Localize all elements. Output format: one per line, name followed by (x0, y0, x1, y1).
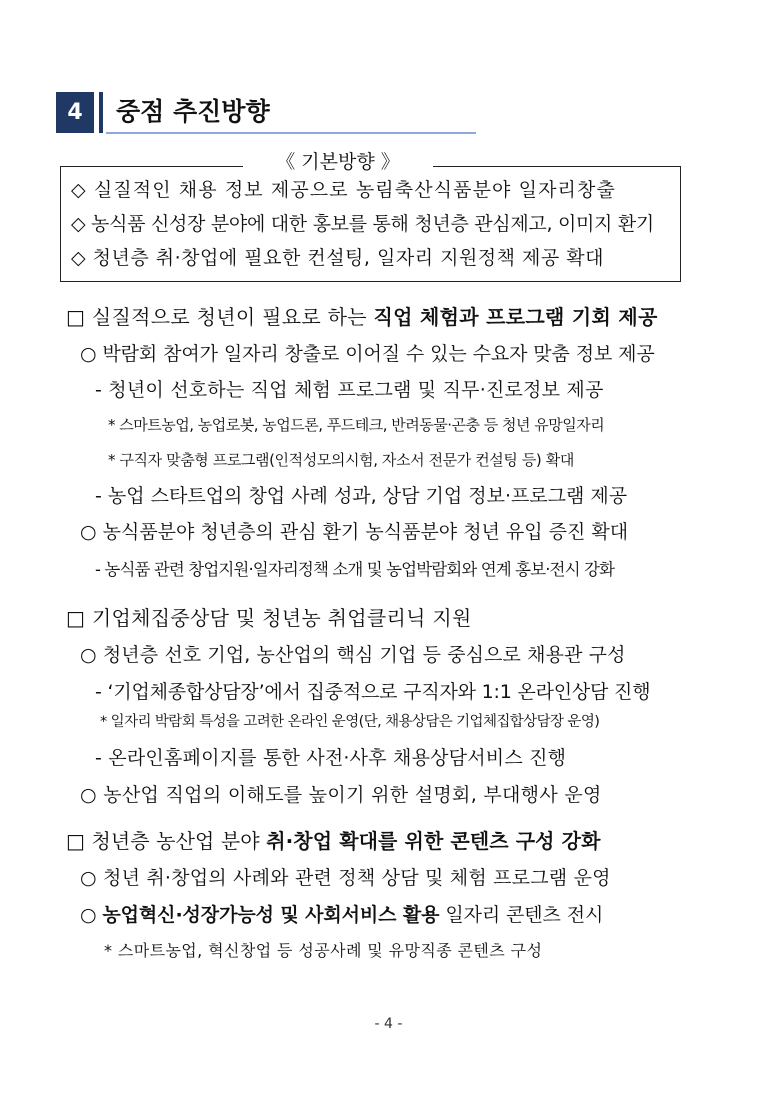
list-item: ○ 청년층 선호 기업, 농산업의 핵심 기업 등 중심으로 채용관 구성 (80, 644, 626, 666)
section-header (56, 92, 476, 133)
heading-text: □ 실질적으로 청년이 필요로 하는 (66, 305, 374, 329)
note-item: * 스마트농업, 농업로봇, 농업드론, 푸드테크, 반려동물·곤충 등 청년 유망일자리 (108, 416, 605, 434)
list-item: ○ 청년 취·창업의 사례와 관련 정책 상담 및 체험 프로그램 운영 (80, 867, 611, 889)
section-title: 중점 추진방향 (116, 97, 270, 126)
section-underline (106, 132, 476, 134)
heading-item (66, 826, 601, 856)
section-number: 4 (56, 92, 94, 133)
list-item: - 청년이 선호하는 직업 체험 프로그램 및 직무·진로정보 제공 (95, 379, 604, 401)
list-item-text: ○ (80, 904, 103, 926)
list-item: - ‘기업체종합상담장’에서 집중적으로 구직자와 1:1 온라인상담 진행 (95, 681, 651, 703)
list-item-bold-text: 농업혁신·성장가능성 및 사회서비스 활용 (102, 904, 440, 926)
heading-item: □ 기업체집중상담 및 청년농 취업클리닉 지원 (66, 606, 472, 630)
heading-bold-text: 취·창업 확대를 위한 콘텐츠 구성 강화 (266, 829, 601, 853)
list-item-text: 일자리 콘텐츠 전시 (439, 904, 604, 926)
note-item: * 일자리 박람회 특성을 고려한 온라인 운영(단, 채용상담은 기업체집합상담장 운영) (100, 714, 600, 730)
list-item (80, 900, 603, 930)
section-divider (99, 92, 103, 133)
list-item: ○ 박람회 참여가 일자리 창출로 이어질 수 있는 수요자 맞춤 정보 제공 (80, 343, 655, 365)
basic-line: ◇ 농식품 신성장 분야에 대한 홍보를 통해 청년층 관심제고, 이미지 환기 (71, 213, 654, 235)
note-item: * 구직자 맞춤형 프로그램(인적성모의시험, 자소서 전문가 컨설팅 등) 확대 (108, 451, 574, 469)
heading-bold-text: 직업 체험과 프로그램 기회 제공 (373, 305, 658, 329)
note-item: * 스마트농업, 혁신창업 등 성공사례 및 유망직종 콘텐츠 구성 (104, 941, 543, 960)
heading-text: □ 청년층 농산업 분야 (66, 829, 267, 853)
page-number: - 4 - (374, 1016, 403, 1032)
list-item: - 온라인홈페이지를 통한 사전·사후 채용상담서비스 진행 (95, 747, 567, 769)
basic-direction-caption: 《 기본방향 》 (243, 148, 433, 176)
basic-direction-box (60, 166, 681, 282)
basic-line: ◇ 실질적인 채용 정보 제공으로 농림축산식품분야 일자리창출 (71, 179, 616, 201)
list-item: - 농식품 관련 창업지원·일자리정책 소개 및 농업박람회와 연계 홍보·전시 강화 (95, 560, 615, 579)
list-item: ○ 농식품분야 청년층의 관심 환기 농식품분야 청년 유입 증진 확대 (80, 521, 629, 543)
list-item: ○ 농산업 직업의 이해도를 높이기 위한 설명회, 부대행사 운영 (80, 784, 602, 806)
list-item: - 농업 스타트업의 창업 사례 성과, 상담 기업 정보·프로그램 제공 (95, 485, 628, 507)
heading-item (66, 302, 658, 332)
basic-line: ◇ 청년층 취·창업에 필요한 컨설팅, 일자리 지원정책 제공 확대 (71, 247, 605, 269)
